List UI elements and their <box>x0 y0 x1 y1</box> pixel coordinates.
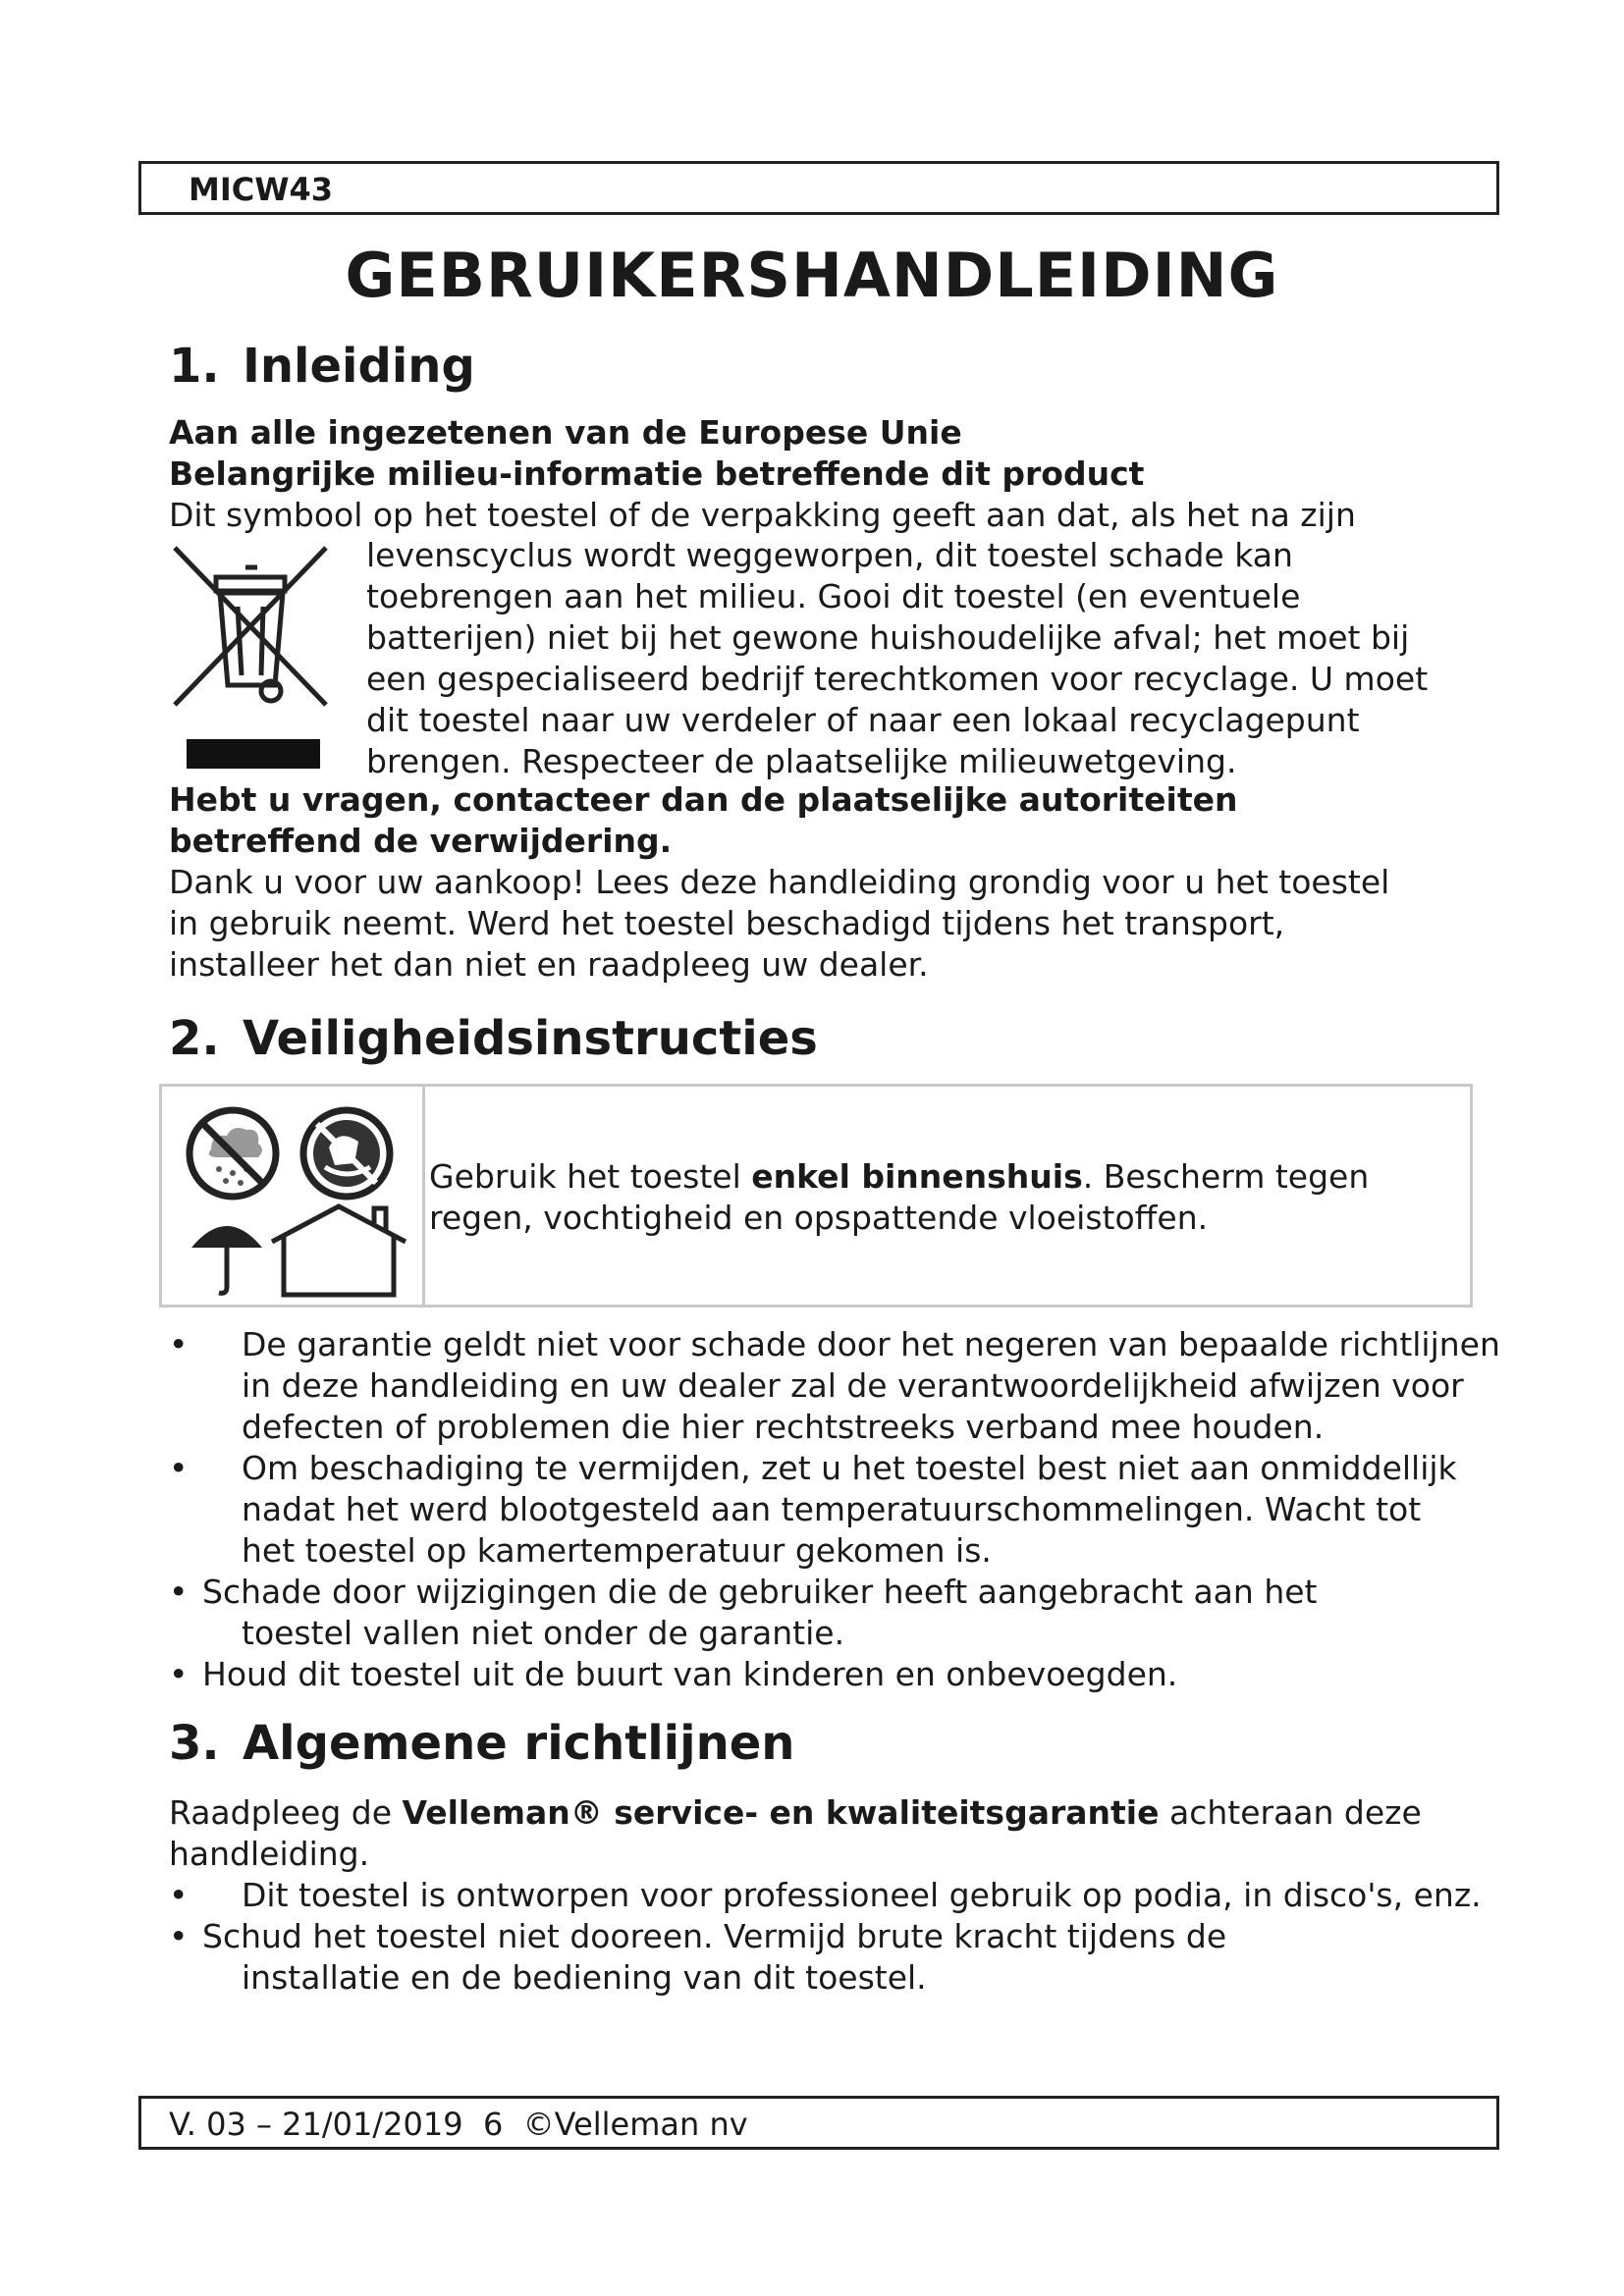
questions-line: betreffend de verwijdering. <box>169 822 673 860</box>
footer-version: V. 03 – 21/01/2019 6 ©Velleman nv <box>169 2106 748 2143</box>
bullet-dot: • <box>169 1876 189 1914</box>
bullet-dot: • <box>169 1573 189 1611</box>
list-item: Schade door wijzigingen die de gebruiker heeft aangebracht aan het toestel vallen niet onder de garantie. <box>202 1573 1318 1652</box>
questions-line: Hebt u vragen, contacteer dan de plaatselijke autoriteiten <box>169 780 1238 819</box>
indoor-use-text <box>429 1156 1369 1239</box>
thanks-line: installeer het dan niet en raadpleeg uw dealer. <box>169 945 929 984</box>
section-heading-inleiding <box>169 339 475 394</box>
umbrella-icon <box>191 1226 262 1293</box>
thanks-line: Dank u voor uw aankoop! Lees deze handleiding grondig voor u het toestel <box>169 863 1390 901</box>
section-heading-richtlijnen <box>169 1716 794 1771</box>
bullet-dot: • <box>169 1917 189 1955</box>
section-title: Algemene richtlijnen <box>243 1716 795 1771</box>
header-model-box <box>138 161 1499 215</box>
section-heading-veiligheid <box>169 1011 818 1066</box>
model-number: MICW43 <box>189 171 334 208</box>
general-intro-line2: handleiding. <box>169 1835 370 1873</box>
table-divider <box>422 1087 425 1305</box>
indoor-text-bold: enkel binnenshuis <box>751 1157 1083 1196</box>
general-intro: Raadpleeg de Velleman® service- en kwaliteitsgarantie achteraan deze <box>169 1793 1422 1832</box>
house-icon <box>272 1206 406 1295</box>
indoor-use-icons <box>182 1098 407 1299</box>
indoor-text-end: . Bescherm tegen <box>1082 1157 1370 1196</box>
footer-box <box>138 2096 1499 2150</box>
weee-line: een gespecialiseerd bedrijf terechtkomen voor recyclage. U moet <box>366 660 1429 698</box>
section-title: Inleiding <box>243 339 475 394</box>
weee-crossed-bin-icon <box>169 538 336 774</box>
section-title: Veiligheidsinstructies <box>243 1011 818 1066</box>
page-title: GEBRUIKERSHANDLEIDING <box>345 240 1279 311</box>
list-item: Schud het toestel niet dooreen. Vermijd brute kracht tijdens de installatie en de bediening van dit toestel. <box>202 1917 1227 1997</box>
bullet-dot: • <box>169 1449 189 1487</box>
indoor-text-line2: regen, vochtigheid en opspattende vloeistoffen. <box>429 1199 1209 1237</box>
bullet-dot: • <box>169 1325 189 1363</box>
list-item: Dit toestel is ontworpen voor professioneel gebruik op podia, in disco's, enz. <box>242 1876 1482 1914</box>
weee-line: levenscyclus wordt weggeworpen, dit toestel schade kan <box>366 536 1293 574</box>
section-number: 1. <box>169 339 220 394</box>
thanks-line: in gebruik neemt. Werd het toestel beschadigd tijdens het transport, <box>169 904 1285 942</box>
no-rain-icon <box>189 1110 276 1197</box>
no-water-splash-icon <box>303 1110 390 1197</box>
list-item: Houd dit toestel uit de buurt van kinderen en onbevoegden. <box>202 1655 1178 1693</box>
section-number: 2. <box>169 1011 220 1066</box>
env-heading: Belangrijke milieu-informatie betreffende dit product <box>169 454 1145 493</box>
weee-line: brengen. Respecteer de plaatselijke milieuwetgeving. <box>366 742 1237 780</box>
weee-line: dit toestel naar uw verdeler of naar een lokaal recyclagepunt <box>366 701 1360 739</box>
list-item: Om beschadiging te vermijden, zet u het toestel best niet aan onmiddellijk nadat het werd blootgesteld aan temperatuurschommelingen. Wacht tot het toestel op kamertemperatuur gekomen is. <box>242 1449 1457 1570</box>
intro-line: Dit symbool op het toestel of de verpakking geeft aan dat, als het na zijn <box>169 496 1356 534</box>
eu-heading: Aan alle ingezetenen van de Europese Unie <box>169 413 962 452</box>
indoor-text-start: Gebruik het toestel <box>429 1157 752 1196</box>
weee-line: toebrengen aan het milieu. Gooi dit toestel (en eventuele <box>366 577 1301 615</box>
weee-description <box>366 535 1428 782</box>
section-number: 3. <box>169 1716 220 1771</box>
bullet-dot: • <box>169 1655 189 1693</box>
weee-line: batterijen) niet bij het gewone huishoudelijke afval; het moet bij <box>366 618 1410 657</box>
list-item: De garantie geldt niet voor schade door het negeren van bepaalde richtlijnen in deze handleiding en uw dealer zal de verantwoordelijkheid afwijzen voor defecten of problemen die hier rechtstreeks verband mee houden. <box>242 1325 1500 1446</box>
